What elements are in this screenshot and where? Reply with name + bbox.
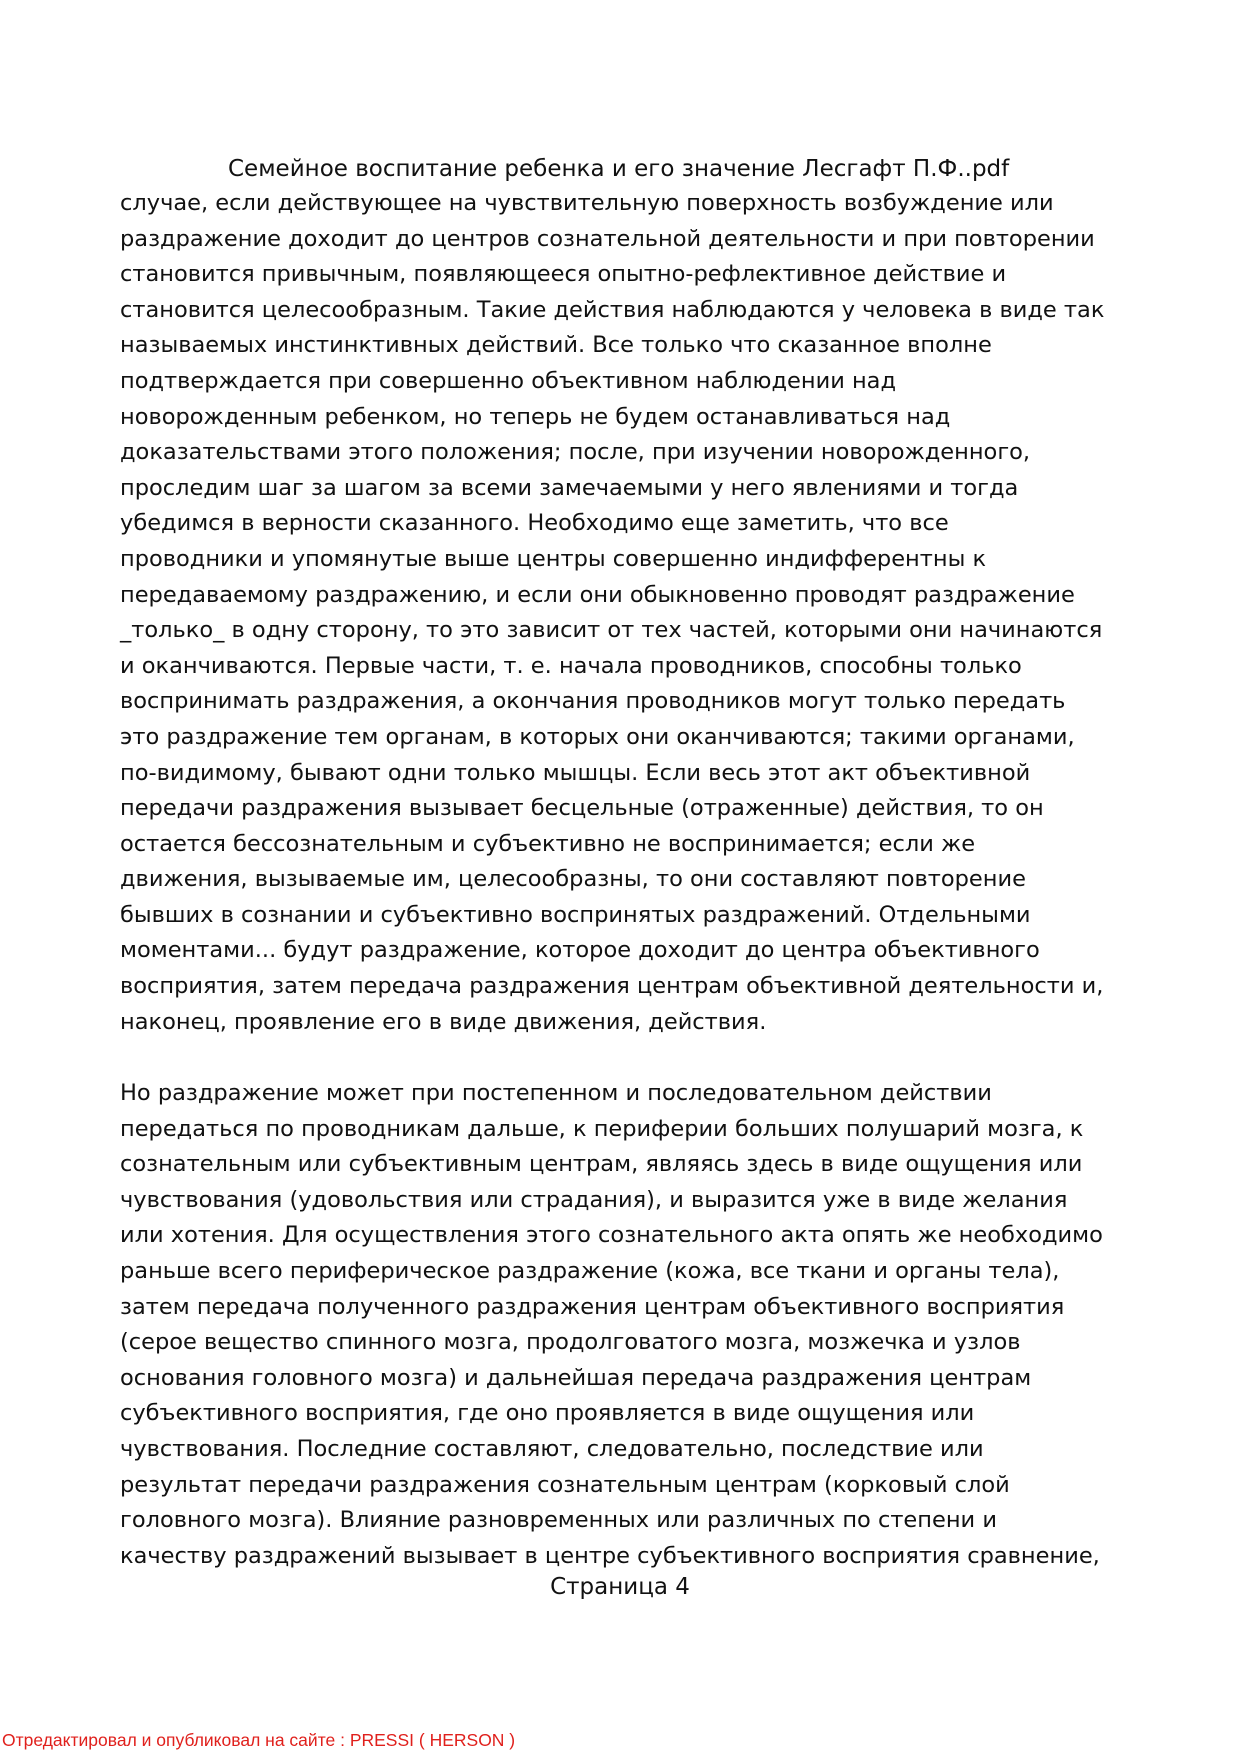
text-line: результат передачи раздражения сознательным центрам (корковый слой xyxy=(120,1471,1010,1498)
page-number: Страница 4 xyxy=(550,1574,690,1600)
text-line: моментами... будут раздражение, которое доходит до центра объективного xyxy=(120,937,1040,964)
text-line: головного мозга). Влияние разновременных или различных по степени и xyxy=(120,1507,997,1534)
text-line: остается бессознательным и субъективно не воспринимается; если же xyxy=(120,830,976,857)
text-line: это раздражение тем органам, в которых они оканчиваются; такими органами, xyxy=(120,723,1075,750)
text-line: качеству раздражений вызывает в центре субъективного восприятия сравнение, xyxy=(120,1542,1100,1569)
text-line: передачи раздражения вызывает бесцельные (отраженные) действия, то он xyxy=(120,795,1044,822)
text-line: бывших в сознании и субъективно воспринятых раздражений. Отдельными xyxy=(120,901,1031,928)
document-title: Семейное воспитание ребенка и его значение Лесгафт П.Ф..pdf xyxy=(228,156,1010,182)
text-line: и оканчиваются. Первые части, т. е. начала проводников, способны только xyxy=(120,652,1022,679)
text-line: (серое вещество спинного мозга, продолговатого мозга, мозжечка и узлов xyxy=(120,1329,1021,1356)
text-line: подтверждается при совершенно объективном наблюдении над xyxy=(120,367,897,394)
text-line: _только_ в одну сторону, то это зависит от тех частей, которыми они начинаются xyxy=(120,617,1103,644)
text-line: проследим шаг за шагом за всеми замечаемыми у него явлениями и тогда xyxy=(120,474,1019,501)
text-line: называемых инстинктивных действий. Все только что сказанное вполне xyxy=(120,332,992,359)
text-line: передаваемому раздражению, и если они обыкновенно проводят раздражение xyxy=(120,581,1075,608)
text-line: движения, вызываемые им, целесообразны, то они составляют повторение xyxy=(120,866,1026,893)
body-paragraph-1 xyxy=(120,186,1130,1040)
text-line: чувствования. Последние составляют, следовательно, последствие или xyxy=(120,1435,984,1462)
text-line: субъективного восприятия, где оно проявляется в виде ощущения или xyxy=(120,1400,975,1427)
text-line: случае, если действующее на чувствительную поверхность возбуждение или xyxy=(120,190,1054,216)
text-line: раньше всего периферическое раздражение (кожа, все ткани и органы тела), xyxy=(120,1257,1060,1284)
text-line: чувствования (удовольствия или страдания), и выразится уже в виде желания xyxy=(120,1186,1068,1213)
text-line: восприятия, затем передача раздражения центрам объективной деятельности и, xyxy=(120,973,1104,1000)
body-paragraph-2 xyxy=(120,1076,1130,1574)
text-line: или хотения. Для осуществления этого сознательного акта опять же необходимо xyxy=(120,1222,1103,1249)
text-line: проводники и упомянутые выше центры совершенно индифферентны к xyxy=(120,545,987,572)
text-line: Но раздражение может при постепенном и последовательном действии xyxy=(120,1080,992,1106)
text-line: затем передача полученного раздражения центрам объективного восприятия xyxy=(120,1293,1065,1320)
text-line: новорожденным ребенком, но теперь не будем останавливаться над xyxy=(120,403,951,430)
text-line: основания головного мозга) и дальнейшая передача раздражения центрам xyxy=(120,1364,1032,1391)
text-line: становится привычным, появляющееся опытно-рефлективное действие и xyxy=(120,261,1007,288)
text-line: наконец, проявление его в виде движения, действия. xyxy=(120,1008,767,1035)
text-line: убедимся в верности сказанного. Необходимо еще заметить, что все xyxy=(120,510,949,537)
text-line: становится целесообразным. Такие действия наблюдаются у человека в виде так xyxy=(120,296,1105,323)
text-line: раздражение доходит до центров сознательной деятельности и при повторении xyxy=(120,225,1095,252)
footer-credit: Отредактировал и опубликовал на сайте : PRESSI ( HERSON ) xyxy=(2,1730,516,1750)
text-line: сознательным или субъективным центрам, являясь здесь в виде ощущения или xyxy=(120,1151,1083,1178)
text-line: доказательствами этого положения; после, при изучении новорожденного, xyxy=(120,439,1031,466)
text-line: передаться по проводникам дальше, к периферии больших полушарий мозга, к xyxy=(120,1115,1084,1142)
text-line: по-видимому, бывают одни только мышцы. Если весь этот акт объективной xyxy=(120,759,1031,786)
text-line: воспринимать раздражения, а окончания проводников могут только передать xyxy=(120,688,1066,715)
